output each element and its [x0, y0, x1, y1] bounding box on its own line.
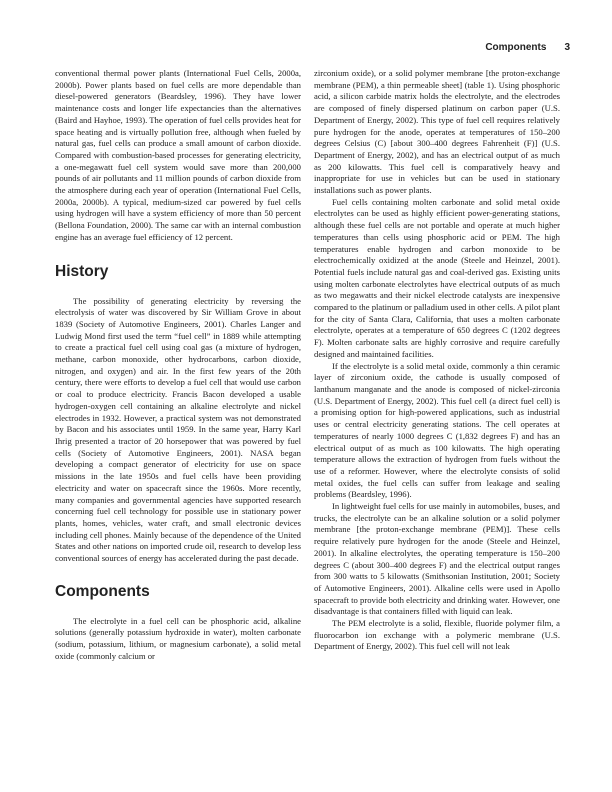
running-header-title: Components	[485, 42, 547, 53]
body-paragraph: zirconium oxide), or a solid polymer membrane [the proton-exchange membrane (PEM), a thin permeable sheet] (table 1). Using phosphoric acid, a silicon carbide matrix holds the electrolyte, and the electrodes are composed of finely dispersed platinum on carbon paper (U.S. Department of Energy, 2002). This type of fuel cell requires relatively pure hydrogen for the anode, operates at temperatures of 150–200 degrees Celsius (C) [about 300–400 degrees Fahrenheit (F)] (U.S. Department of Energy, 2002), and has an electrical output of as much as 200 kilowatts. This fuel cell is comparatively heavy and inappropriate for use in vehicles but can be used in stationary installations such as power plants.	[314, 68, 560, 196]
body-paragraph: In lightweight fuel cells for use mainly in automobiles, buses, and trucks, the electrolyte can be an alkaline solution or a solid polymer membrane [the proton-exchange membrane (PEM)]. These cells require relatively pure hydrogen for the anode (Steele and Heinzel, 2001). In alkaline electrolytes, the operating temperature is 150–200 degrees C (about 300–400 degrees F) and the electrical output ranges from 300 watts to 5 kilowatts (Smithsonian Institution, 2001; Society of Automotive Engineers, 2001). Alkaline cells were used in Apollo spacecraft to provide both electricity and drinking water. However, one disadvantage is that containers filled with liquid can leak.	[314, 501, 560, 617]
right-column	[314, 68, 560, 653]
history-paragraph: The possibility of generating electricity by reversing the electrolysis of water was discovered by Sir William Grove in about 1839 (Society of Automotive Engineers, 2001). Charles Langer and Ludwig Mond first used the term “fuel cell” in 1889 while attempting to create a practical fuel cell using coal gas (a mixture of hydrogen, methane, carbon monoxide, other hydrocarbons, carbon dioxide, nitrogen, and oxygen) and air. In the first few years of the 20th century, there were efforts to develop a fuel cell that would use carbon or coal to produce electricity. Francis Bacon developed a usable hydrogen-oxygen cell containing an alkaline electrolyte and nickel electrodes in 1932. However, a practical system was not demonstrated by Bacon and his associates until 1959. In the same year, Harry Karl Ihrig presented a tractor of 20 horsepower that was powered by fuel cells (Society of Automotive Engineers, 2001). NASA began developing a compact generator of electricity for use on space missions in the late 1950s and fuel cells have been providing electricity and water on spacecraft since the 1960s. More recently, many companies and governmental agencies have supported research concerning fuel cell technology for possible use in stationary power plants, homes, vehicles, water craft, and small electronic devices including cell phones. Mainly because of the dependence of the United States and other nations on imported crude oil, research to develop less conventional sources of energy has accelerated during the past decade.	[55, 295, 301, 564]
history-heading: History	[55, 262, 109, 280]
running-header	[485, 42, 570, 53]
components-heading: Components	[55, 582, 150, 600]
page-number: 3	[564, 42, 570, 53]
body-paragraph: The PEM electrolyte is a solid, flexible, fluoride polymer film, a fluorocarbon ion exchange with a polymeric membrane (U.S. Department of Energy, 2002). This fuel cell will not leak	[314, 618, 560, 652]
intro-paragraph: conventional thermal power plants (International Fuel Cells, 2000a, 2000b). Power plants based on fuel cells are more dependable than diesel-powered generators (Beardsley, 1996). They have lower maintenance costs and longer life expectancies than the alternatives (Baird and Hayhoe, 1993). The operation of fuel cells provides heat for space heating and is virtually pollution free, although when fueled by natural gas, fuel cells can produce a small amount of carbon dioxide. Compared with combustion-based processes for generating electricity, a one-megawatt fuel cell system would save more than 200,000 pounds of air pollutants and 11 million pounds of carbon dioxide from the atmosphere during each year of operation (International Fuel Cells, 2000a, 2000b). A typical, medium-sized car powered by fuel cells using hydrogen will have a system efficiency of more than 50 percent (Bellona Foundation, 2000). The same car with an internal combustion engine has an average fuel efficiency of 12 percent.	[55, 68, 301, 242]
body-paragraph: Fuel cells containing molten carbonate and solid metal oxide electrolytes can be used as highly efficient power-generating stations, although these fuel cells are not portable and operate at much higher temperatures than cells using phosphoric acid or PEM. The high temperatures enable hydrogen and carbon monoxide to be electrochemically oxidized at the anode (Steele and Heinzel, 2001). Potential fuels include natural gas and coal-derived gas. Existing units using molten carbonate electrolytes have electrical outputs of as much as two megawatts and their nickel electrode catalysts are inexpensive compared to the platinum or palladium used in other cells. A pilot plant for the city of Santa Clara, California, that uses a molten carbonate electrolyte, operates at a temperature of 650 degrees C (1202 degrees F). Molten carbonate salts are highly corrosive and require carefully designed and maintained facilities.	[314, 196, 561, 359]
body-paragraph: If the electrolyte is a solid metal oxide, commonly a thin ceramic layer of zirconium oxide, the cathode is usually composed of lanthanum manganate and the anode is composed of nickel-zirconia (U.S. Department of Energy, 2002). This fuel cell (a direct fuel cell) is a promising option for high-powered applications, such as industrial uses or central electricity generating stations. The cell operates at temperatures of nearly 1000 degrees C (1,832 degrees F) and has an electrical output of as much as 100 kilowatts. The high operating temperature allows the extraction of hydrogen from fuels without the use of a reformer. However, where the electrolyte consists of solid metal oxides, the fuel cells can suffer from leakage and sealing problems (Beardsley, 1996).	[314, 360, 560, 500]
left-column	[55, 68, 301, 663]
components-paragraph: The electrolyte in a fuel cell can be phosphoric acid, alkaline solutions (generally potassium hydroxide in water), molten carbonate (sodium, potassium, lithium, or magnesium carbonate), a solid metal oxide (commonly calcium or	[55, 615, 301, 661]
